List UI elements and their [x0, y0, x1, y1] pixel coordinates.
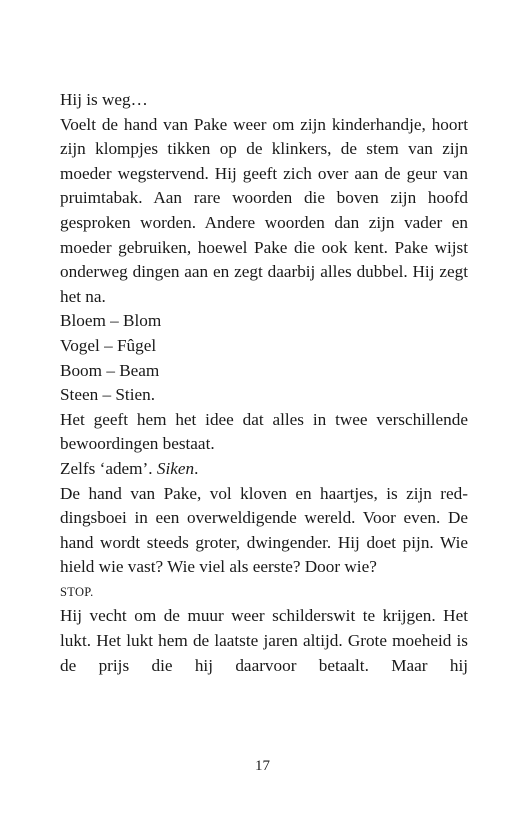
word-pair-bloem: Bloem – Blom [60, 311, 162, 331]
siken-italic: Siken [156, 458, 195, 478]
stop-word: STOP. [60, 584, 94, 599]
paragraph-hand: De hand van Pake, vol kloven en haartjes, is zijn reddingsboei in een overweldigende wereld. Voor even. De hand wordt steeds groter, dwingender. Hij doet pijn. Wie hield wie vast? Wie viel als eerste? Door wie? [60, 483, 468, 577]
page-number: 17 [255, 758, 270, 774]
paragraph-memory: Voelt de hand van Pake weer om zijn kinderhandje, hoort zijn klompjes tikken op de klinkers, de stem van zijn moeder wegstervend. Hij geeft zich over aan de geur van pruimtabak. Aan rare woorden die boven zijn hoofd gesproken worden. Andere woorden dan zijn vader en moeder gebruiken, hoewel Pake die ook kent. Pake wijst onderweg dingen aan en zegt daarbij alles dubbel. Hij zegt het na. [60, 114, 468, 306]
word-pair-steen: Steen – Stien. [60, 385, 156, 405]
paragraph-two-words: Het geeft hem het idee dat alles in twee verschillende bewoordingen bestaat. [60, 409, 468, 454]
word-pair-vogel: Vogel – Fûgel [60, 335, 157, 355]
word-pair-boom: Boom – Beam [60, 360, 160, 380]
paragraph-adem [60, 457, 468, 482]
paragraph-wall: Hij vecht om de muur weer schilderswit te krijgen. Het lukt. Het lukt hem de laatste jaren altijd. Grote moeheid is de prijs die hij daarvoor betaalt. Maar hij [60, 606, 468, 675]
paragraph-opening: Hij is weg… [60, 90, 148, 109]
adem-period: . [194, 458, 199, 478]
adem-text: Zelfs ‘adem’. [60, 458, 157, 478]
body-text [60, 88, 468, 678]
